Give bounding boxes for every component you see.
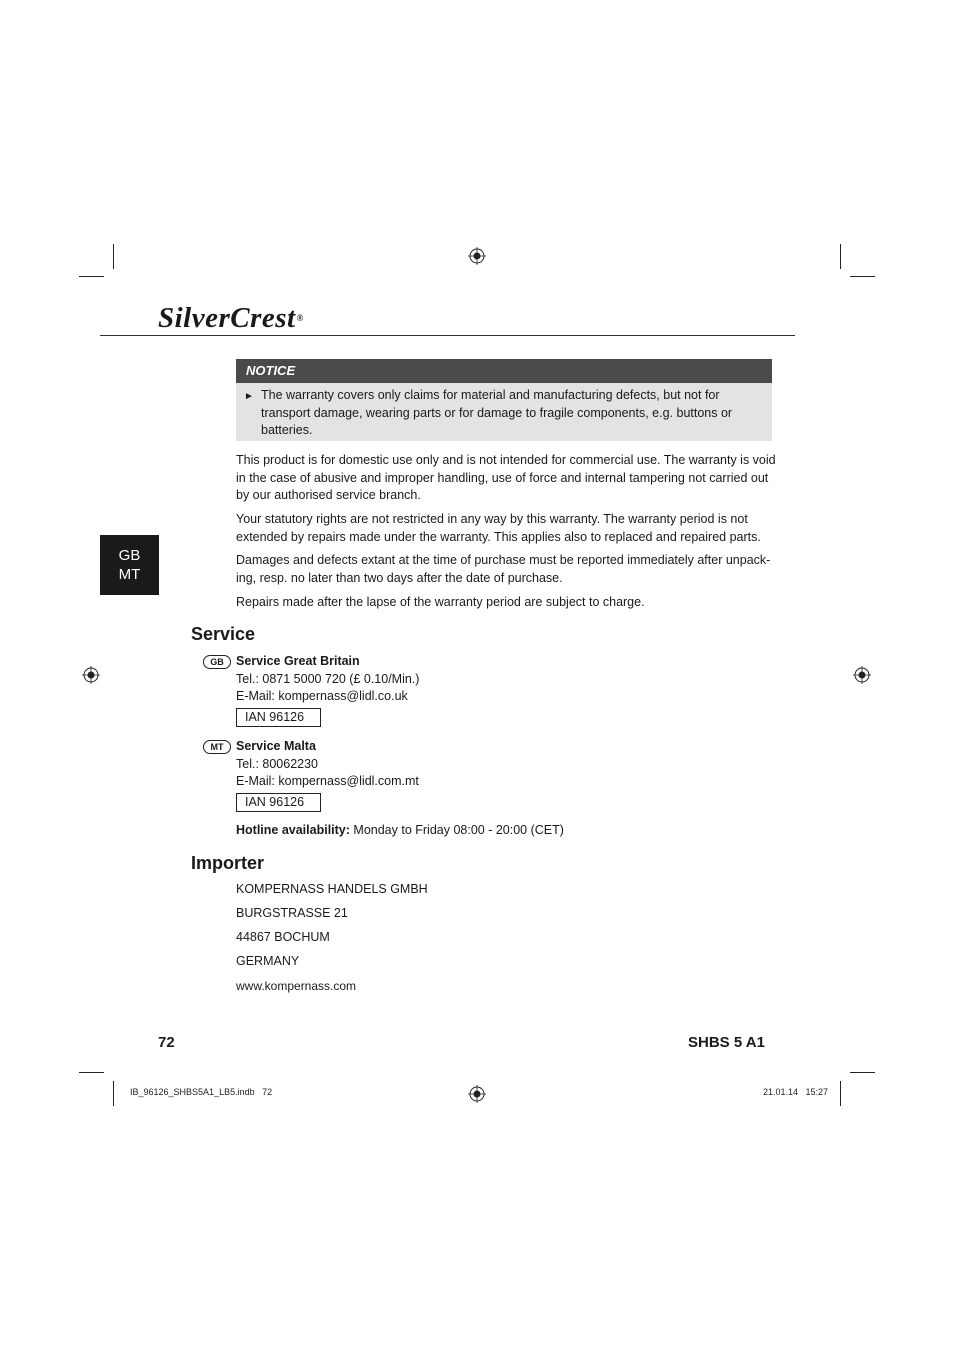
model-number: SHBS 5 A1 <box>688 1034 765 1051</box>
crop-mark <box>79 276 104 277</box>
registration-mark-icon <box>468 247 486 265</box>
service-mt-email: E-Mail: kompernass@lidl.com.mt <box>236 774 419 788</box>
language-tab-gb: GB <box>118 547 141 564</box>
hotline-value: Monday to Friday 08:00 - 20:00 (CET) <box>353 823 564 837</box>
page-number: 72 <box>158 1034 175 1051</box>
slug-date: 21.01.14 15:27 <box>763 1087 829 1097</box>
language-tab-mt: MT <box>118 566 141 583</box>
bullet-arrow-icon: ► <box>244 391 254 402</box>
crop-mark <box>113 1081 114 1106</box>
ian-box-gb: IAN 96126 <box>236 708 321 727</box>
country-badge-gb: GB <box>203 655 231 669</box>
slug-file: IB_96126_SHBS5A1_LB5.indb 72 <box>130 1087 273 1097</box>
service-gb-tel: Tel.: 0871 5000 720 (£ 0.10/Min.) <box>236 672 420 686</box>
registration-mark-icon <box>468 1085 486 1103</box>
crop-mark <box>850 1072 875 1073</box>
registered-mark: ® <box>296 313 304 323</box>
hotline-label: Hotline availability: <box>236 823 350 837</box>
notice-text: The warranty covers only claims for material and manufacturing defects, but not for transport damage, wearing parts or for damage to fragile components, e.g. buttons or batteries. <box>261 388 733 437</box>
service-mt-tel: Tel.: 80062230 <box>236 757 319 771</box>
notice-box <box>236 359 772 441</box>
notice-body <box>236 383 772 441</box>
crop-mark <box>850 276 875 277</box>
country-badge-mt: MT <box>203 740 231 754</box>
importer-line: KOMPERNASS HANDELS GMBH <box>236 882 428 896</box>
hotline-availability <box>236 822 564 840</box>
paragraph: Repairs made after the lapse of the warranty period are subject to charge. <box>236 595 645 609</box>
language-tab <box>100 535 159 595</box>
service-gb-email: E-Mail: kompernass@lidl.co.uk <box>236 689 408 703</box>
service-gb-title: Service Great Britain <box>236 654 360 668</box>
paragraph: Damages and defects extant at the time of purchase must be reported immediately after unpack-ing, resp. no later than two days after the date of purchase. <box>236 553 771 585</box>
ian-box-mt: IAN 96126 <box>236 793 321 812</box>
importer-line: 44867 BOCHUM <box>236 930 330 944</box>
paragraph: This product is for domestic use only and is not intended for commercial use. The warranty is void in the case of abusive and improper handling, use of force and internal tampering not carried out by our authorised service branch. <box>236 453 776 502</box>
registration-mark-icon <box>853 666 871 684</box>
brand-logo <box>158 303 304 333</box>
importer-line: BURGSTRASSE 21 <box>236 906 348 920</box>
crop-mark <box>840 244 841 269</box>
notice-title: NOTICE <box>236 359 772 383</box>
service-heading: Service <box>191 624 256 644</box>
brand-logo-text: SilverCrest <box>158 302 296 334</box>
crop-mark <box>840 1081 841 1106</box>
service-mt-title: Service Malta <box>236 739 316 753</box>
importer-line: GERMANY <box>236 954 300 968</box>
importer-website: www.kompernass.com <box>236 979 357 993</box>
header-rule <box>100 335 795 336</box>
paragraph: Your statutory rights are not restricted in any way by this warranty. The warranty period is not extended by repairs made under the warranty. This applies also to replaced and repaired parts. <box>236 512 761 544</box>
crop-mark <box>79 1072 104 1073</box>
crop-mark <box>113 244 114 269</box>
registration-mark-icon <box>82 666 100 684</box>
importer-heading: Importer <box>191 853 265 873</box>
